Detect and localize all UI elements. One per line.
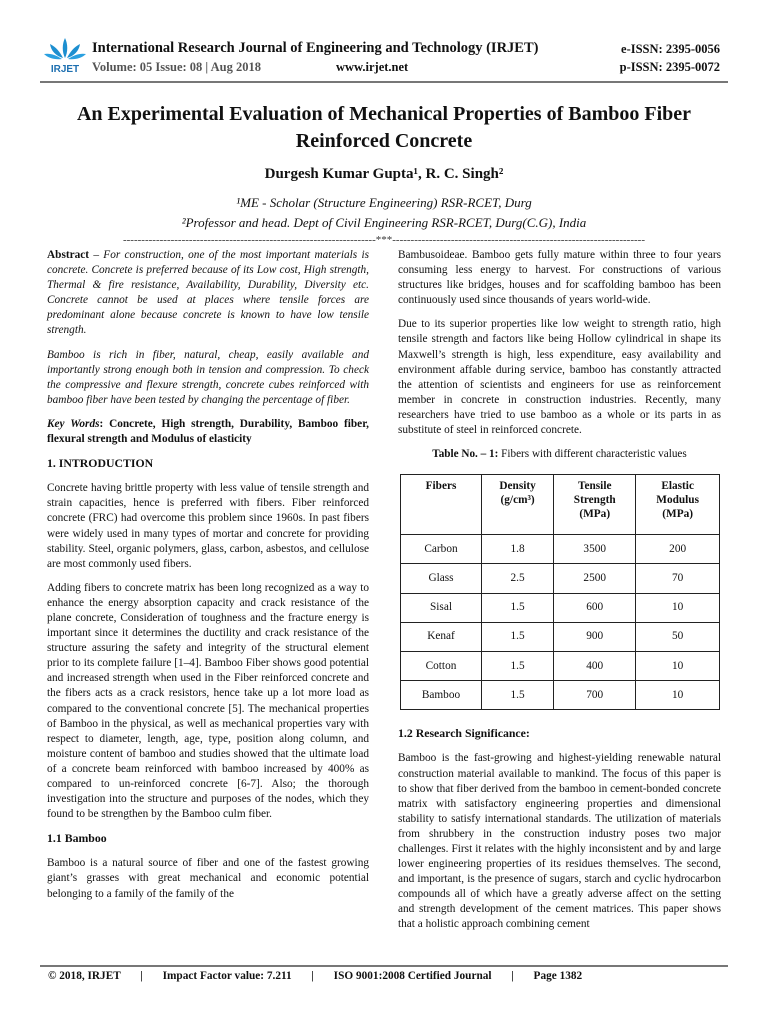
right-column <box>398 248 721 942</box>
keywords <box>47 417 369 447</box>
table-caption <box>398 447 721 462</box>
left-column <box>47 248 369 911</box>
table-row: Carbon 1.8 3500 200 <box>401 535 720 564</box>
research-heading: 1.2 Research Significance: <box>398 726 530 741</box>
table-row: Bamboo 1.5 700 10 <box>401 681 720 710</box>
table-row: Kenaf 1.5 900 50 <box>401 622 720 651</box>
page-footer: © 2018, IRJET | Impact Factor value: 7.211 | ISO 9001:2008 Certified Journal | Page 1382 <box>48 970 583 982</box>
journal-name: International Research Journal of Engineering and Technology (IRJET) <box>92 40 539 56</box>
p-issn: p-ISSN: 2395-0072 <box>619 60 720 74</box>
page-header <box>0 0 768 84</box>
journal-website[interactable]: www.irjet.net <box>336 60 409 74</box>
abstract-text: – For construction, one of the most important materials is concrete. Concrete is preferred because of its Low cost, High strength, Thermal & fire resistance, Availability, Durability, Diversity etc. Concrete cannot be used at places where tensile forces are predominant alone because concrete is known to have low tensile strength. <box>47 249 369 337</box>
header-elastic: Elastic Modulus (MPa) <box>636 475 720 535</box>
e-issn: e-ISSN: 2395-0056 <box>621 42 720 56</box>
header-density: Density (g/cm³) <box>482 475 554 535</box>
intro-heading: 1. INTRODUCTION <box>47 456 154 471</box>
paper-authors: Durgesh Kumar Gupta¹, R. C. Singh² <box>264 166 504 182</box>
abstract <box>47 248 369 339</box>
table-row: Sisal 1.5 600 10 <box>401 593 720 622</box>
section-separator: ---------------------------------------------------------------------***--------------------------------------------------------------------- <box>122 234 645 246</box>
keywords-label: Key Words <box>47 417 100 430</box>
fibers-table <box>400 474 720 710</box>
affiliation-2: ²Professor and head. Dept of Civil Engineering RSR-RCET, Durg(C.G), India <box>181 215 587 230</box>
intro-para-1: Concrete having brittle property with less value of tensile strength and strain capacities, hence is preferred with fibers. Fiber reinforced concrete (FRC) had overcome this problem since 1960s. In past fibers were widely used in many types of mortar and concrete for providing stability. Steel, organic polymers, glass, carbon, asbestos, and cellulose are most commonly used fibers. <box>47 482 369 570</box>
header-fibers: Fibers <box>401 475 482 535</box>
abstract-label: Abstract <box>47 249 90 261</box>
footer-rule <box>40 965 728 967</box>
table-row: Cotton 1.5 400 10 <box>401 651 720 680</box>
paper-title: An Experimental Evaluation of Mechanical Properties of Bamboo Fiber Reinforced Concrete <box>76 103 692 152</box>
research-para-1: Bamboo is the fast-growing and highest-yielding renewable natural construction material available to mankind. The focus of this paper is to show that fiber derived from the bamboo in cement-bonded concrete matrix with satisfactory engineering properties and dimensional stability to satisfy international standards. The utilization of materials from shrubbery in the construction industry poses two major challenges. First it relates with the highly inconsistent and by and large lower engineering properties of its residues themselves. The second, and important, is the presence of sugars, starch and cyclic hydrocarbon compounds all of which have a greatly adverse affect on the setting and strength development of the cement matrices. This paper shows that a holistic approach combining cement <box>398 752 721 931</box>
keywords-text: : Concrete, High strength, Durability, Bamboo fiber, flexural strength and Modulus of elasticity <box>47 417 370 446</box>
logo-text: IRJET <box>50 64 80 75</box>
irjet-logo <box>42 34 88 76</box>
header-rule <box>40 81 728 83</box>
volume-issue: Volume: 05 Issue: 08 | Aug 2018 <box>92 60 261 74</box>
abstract-para-2: Bamboo is rich in fiber, natural, cheap, easily available and importantly strong enough both in tension and compression. To check the compressive and flexure strength, concrete cubes reinforced with bamboo fiber have been tested by changing the percentage of fiber. <box>47 348 369 406</box>
right-para-1: Bambusoideae. Bamboo gets fully mature within three to four years consuming less energy to harvest. For constructions of various structures like bridges, houses and for scaffolding bamboo has been continuously used since thousands of years world-wide. <box>398 249 721 307</box>
right-para-2: Due to its superior properties like low weight to strength ratio, high tensile strength and factors like being Hollow cylindrical in shape its Maxwell’s strength is high, less expenditure, easy availability and environment affable during service, bamboo has constantly attracted the attention of scientists and engineers for use as reinforcement member in concrete in construction industries. Recently, many researchers have tried to use bamboo as a whole or its parts in as substitute of steel in reinforced concrete. <box>398 318 721 437</box>
bamboo-para-1: Bamboo is a natural source of fiber and one of the fastest growing giant’s grasses with great mechanical and economic potential belonging to a family of the family of the <box>47 857 369 900</box>
table-caption-label: Table No. – 1: <box>432 448 499 461</box>
table-header-row <box>401 475 720 535</box>
intro-para-2: Adding fibers to concrete matrix has been long recognized as a way to enhance the energy absorption capacity and crack resistance of the plane concrete, Consideration of toughness and the fracture energy is important since it determines the ductility and crack resistance of the structure assuring the safety and integrity of the structural element prior to its complete failure [1–4]. Bamboo Fiber shows good potential and increased strength when used in the Fiber reinforced concrete and the fibers acts as a crack resistors, hence take up a lot more load as compared to the conventional concrete [5]. The mechanical properties of Bamboo in the physical, as well as mechanical properties vary with respect to diameter, length, age, type, position along column, and moisture content of bamboo and studies showed that the ultimate load of a concrete beam reinforced with bamboo increased by 400% as compared to un-reinforced concrete [6-7]. Also; the thorough investigation into the structure and purposes of the nodes, which they found to be strengthen by the Bamboo culm fiber. <box>47 581 369 821</box>
header-tensile: Tensile Strength (MPa) <box>554 475 636 535</box>
bamboo-heading: 1.1 Bamboo <box>47 831 107 846</box>
table-row: Glass 2.5 2500 70 <box>401 564 720 593</box>
table-caption-text: Fibers with different characteristic values <box>498 448 687 461</box>
affiliation-1: ¹ME - Scholar (Structure Engineering) RSR-RCET, Durg <box>236 195 532 210</box>
